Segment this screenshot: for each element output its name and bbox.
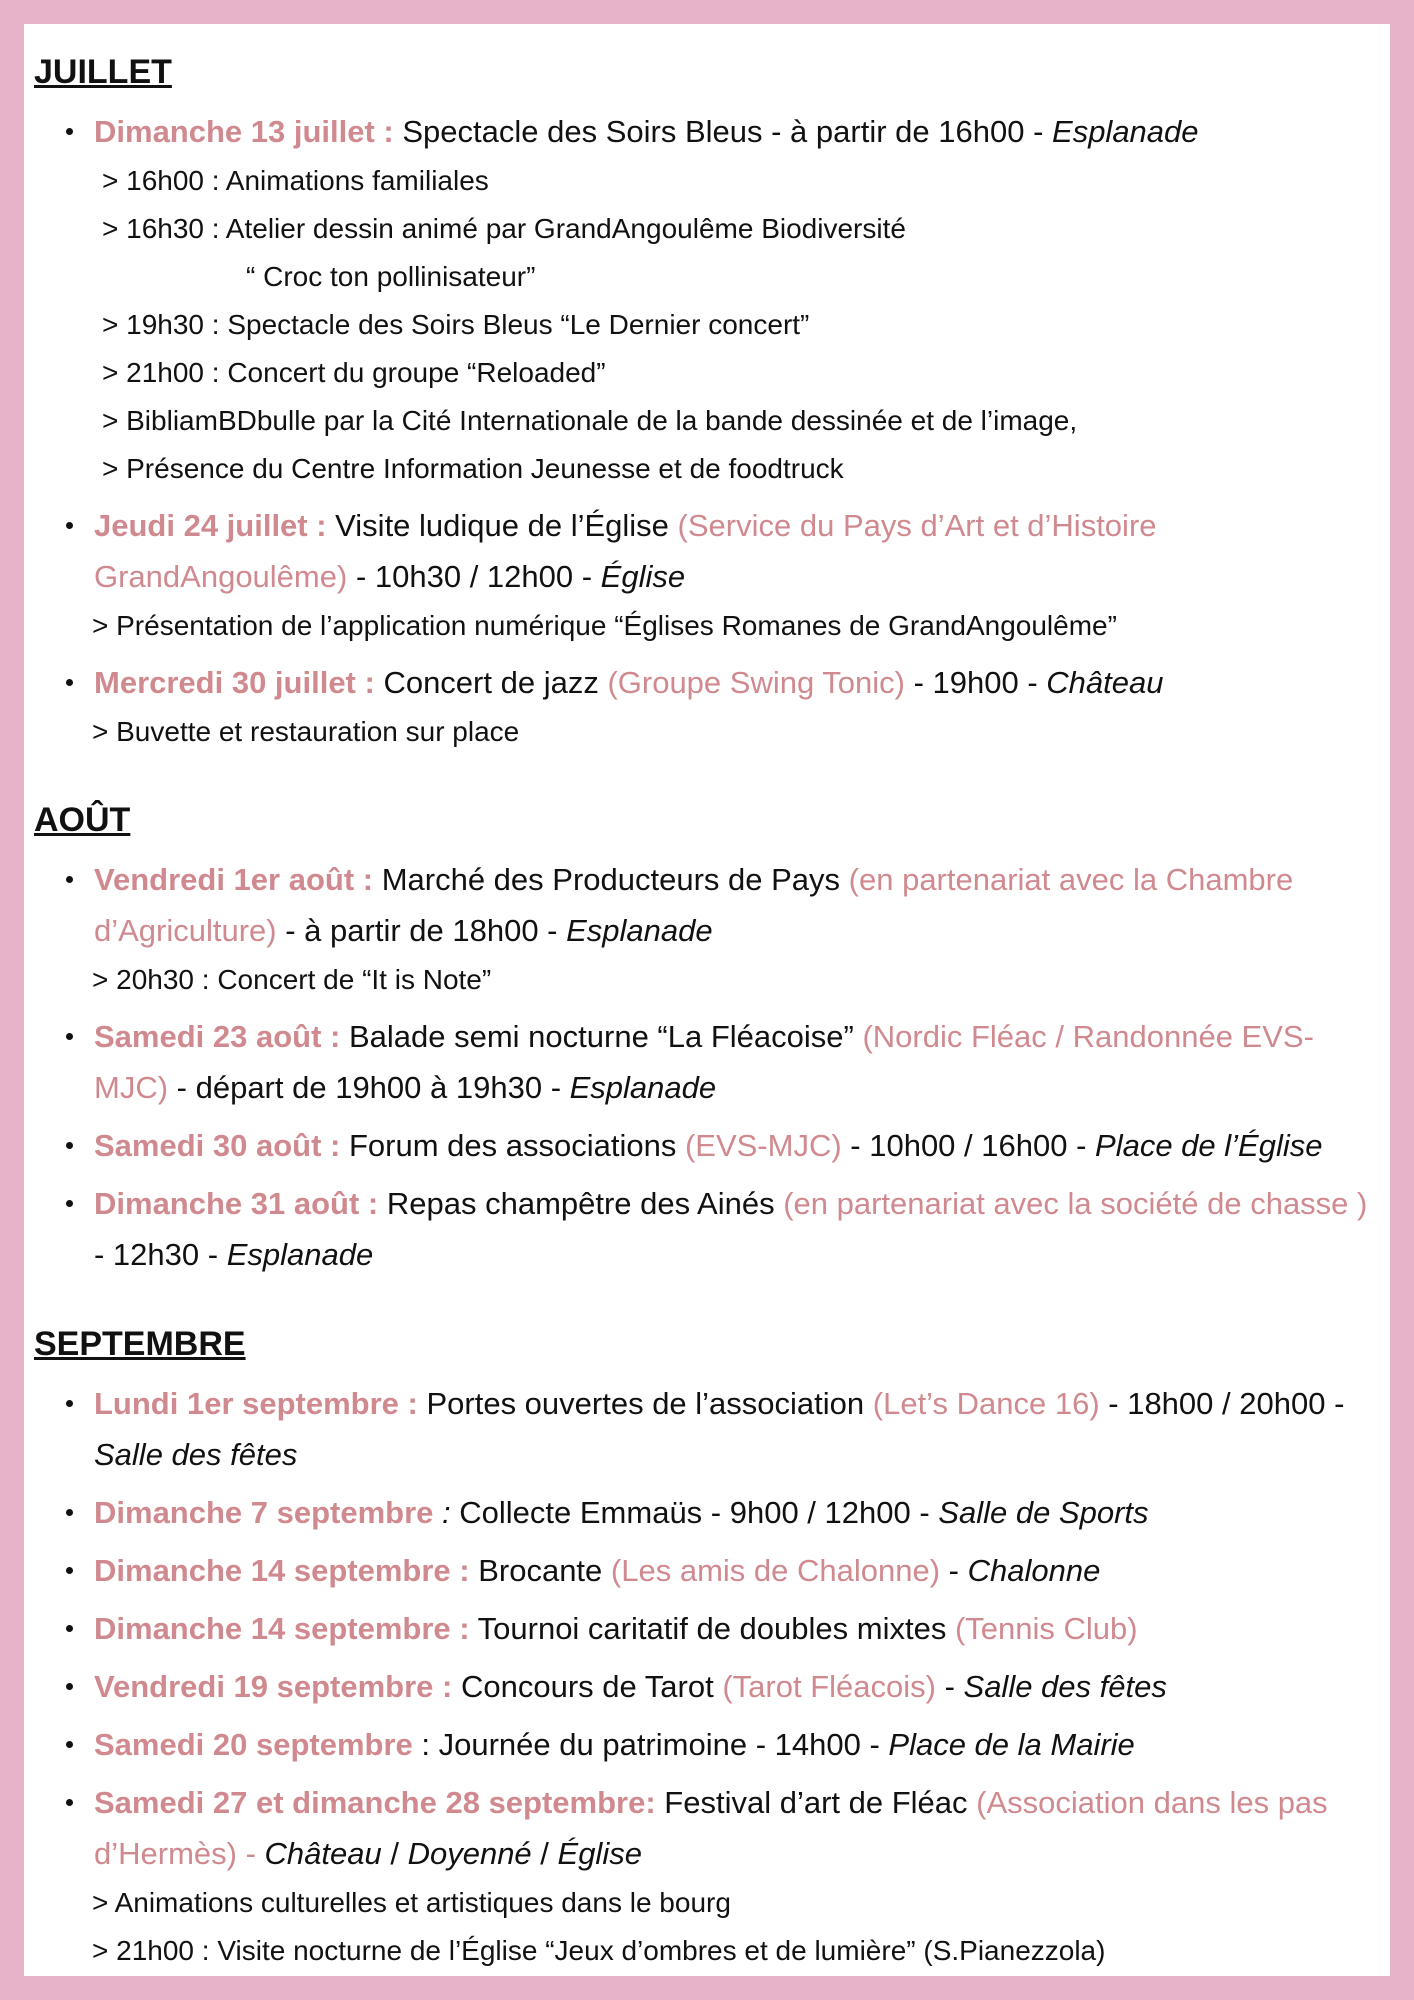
event-detail: > 21h00 : Concert du groupe “Reloaded” bbox=[102, 357, 606, 388]
event-23-aout bbox=[34, 1011, 1380, 1113]
bullet-icon bbox=[66, 1400, 73, 1407]
event-detail: > 19h30 : Spectacle des Soirs Bleus “Le Dernier concert” bbox=[102, 309, 810, 340]
event-date: Samedi 27 et dimanche 28 septembre: bbox=[94, 1785, 656, 1820]
event-line bbox=[94, 1487, 1380, 1538]
event-date: Vendredi 1er août : bbox=[94, 862, 374, 897]
event-7-septembre bbox=[34, 1487, 1380, 1538]
event-time: - bbox=[935, 1669, 964, 1704]
event-place: Salle de Sports bbox=[938, 1495, 1149, 1530]
event-date: Dimanche 31 août : bbox=[94, 1186, 379, 1221]
event-place: Château bbox=[264, 1836, 382, 1871]
bullet-icon bbox=[66, 876, 73, 883]
event-title: Marché des Producteurs de Pays bbox=[373, 862, 849, 897]
event-date: Dimanche 14 septembre : bbox=[94, 1553, 470, 1588]
event-title: Festival d’art de Fléac bbox=[655, 1785, 977, 1820]
bullet-icon bbox=[66, 1033, 73, 1040]
event-date: Dimanche 14 septembre : bbox=[94, 1611, 470, 1646]
event-detail: > 16h30 : Atelier dessin animé par GrandAngoulême Biodiversité bbox=[102, 213, 906, 244]
event-line bbox=[94, 1719, 1380, 1770]
event-place: Place de l’Église bbox=[1095, 1128, 1323, 1163]
event-organizer: (Nordic Fléac / Randonnée EVS-MJC) bbox=[94, 1019, 1314, 1105]
event-place: Place de la Mairie bbox=[888, 1727, 1135, 1762]
event-title: Balade semi nocturne “La Fléacoise” bbox=[340, 1019, 863, 1054]
event-time: - 10h00 / 16h00 - bbox=[841, 1128, 1096, 1163]
event-date: Samedi 30 août : bbox=[94, 1128, 341, 1163]
event-title: : Journée du patrimoine - 14h00 - bbox=[412, 1727, 889, 1762]
event-line bbox=[94, 1661, 1380, 1712]
event-list-juillet bbox=[34, 106, 1380, 756]
month-heading-septembre: SEPTEMBRE bbox=[34, 1325, 246, 1363]
event-line bbox=[94, 1777, 1380, 1879]
bullet-icon bbox=[66, 128, 73, 135]
event-list-septembre bbox=[34, 1378, 1380, 1975]
event-title: Portes ouvertes de l’association bbox=[417, 1386, 873, 1421]
month-heading-aout: AOÛT bbox=[34, 801, 131, 839]
bullet-icon bbox=[66, 1799, 73, 1806]
bullet-icon bbox=[66, 1509, 73, 1516]
event-line bbox=[94, 500, 1380, 602]
event-title: Spectacle des Soirs Bleus - à partir de 16h00 - bbox=[393, 114, 1053, 149]
event-detail: > Présence du Centre Information Jeunesse et de foodtruck bbox=[102, 453, 844, 484]
event-time: - à partir de 18h00 - bbox=[276, 913, 567, 948]
event-1-aout bbox=[34, 854, 1380, 1004]
event-31-aout bbox=[34, 1178, 1380, 1280]
event-title: Concours de Tarot bbox=[452, 1669, 723, 1704]
event-place: Église bbox=[600, 559, 686, 594]
event-line bbox=[94, 1545, 1380, 1596]
event-24-juillet bbox=[34, 500, 1380, 650]
bullet-icon bbox=[66, 1741, 73, 1748]
event-title: Brocante bbox=[469, 1553, 611, 1588]
event-detail: > 20h30 : Concert de “It is Note” bbox=[92, 964, 492, 995]
event-colon: : bbox=[433, 1495, 451, 1530]
event-organizer: (EVS-MJC) bbox=[684, 1128, 842, 1163]
event-14-septembre-tennis bbox=[34, 1603, 1380, 1654]
event-date: Lundi 1er septembre : bbox=[94, 1386, 418, 1421]
event-line bbox=[94, 1378, 1380, 1480]
event-organizer: (en partenariat avec la société de chasse ) bbox=[783, 1186, 1368, 1221]
bullet-icon bbox=[66, 679, 73, 686]
event-organizer: (Service du Pays d’Art et d’Histoire GrandAngoulême) bbox=[94, 508, 1157, 594]
bullet-icon bbox=[66, 1142, 73, 1149]
event-time: - bbox=[940, 1553, 968, 1588]
event-organizer: (en partenariat avec la Chambre d’Agriculture) bbox=[94, 862, 1294, 948]
event-place: Salle des fêtes bbox=[94, 1437, 298, 1472]
event-date: Samedi 20 septembre bbox=[94, 1727, 413, 1762]
event-place: Esplanade bbox=[566, 913, 713, 948]
bullet-icon bbox=[66, 1625, 73, 1632]
event-detail: > Présentation de l’application numérique “Églises Romanes de GrandAngoulême” bbox=[92, 610, 1117, 641]
event-title: Tournoi caritatif de doubles mixtes bbox=[469, 1611, 955, 1646]
event-detail: > Animations culturelles et artistiques dans le bourg bbox=[92, 1887, 731, 1918]
event-organizer: (Tarot Fléacois) bbox=[722, 1669, 936, 1704]
event-place: Salle des fêtes bbox=[963, 1669, 1167, 1704]
event-line bbox=[94, 854, 1380, 956]
event-date: Samedi 23 août : bbox=[94, 1019, 341, 1054]
event-19-septembre bbox=[34, 1661, 1380, 1712]
event-date: Dimanche 7 septembre bbox=[94, 1495, 434, 1530]
event-time: - 19h00 - bbox=[904, 665, 1047, 700]
event-place: Esplanade bbox=[1052, 114, 1199, 149]
event-line bbox=[94, 1178, 1380, 1280]
event-20-septembre bbox=[34, 1719, 1380, 1770]
event-line bbox=[94, 1120, 1380, 1171]
event-30-aout bbox=[34, 1120, 1380, 1171]
bullet-icon bbox=[66, 1683, 73, 1690]
event-30-juillet bbox=[34, 657, 1380, 756]
event-title: Collecte Emmaüs - 9h00 / 12h00 - bbox=[450, 1495, 939, 1530]
event-27-28-septembre bbox=[34, 1777, 1380, 1975]
event-detail: > 21h00 : Visite nocturne de l’Église “Jeux d’ombres et de lumière” (S.Pianezzola) bbox=[92, 1935, 1106, 1966]
event-place: Esplanade bbox=[226, 1237, 374, 1272]
event-date: Dimanche 13 juillet : bbox=[94, 114, 394, 149]
event-date: Mercredi 30 juillet : bbox=[94, 665, 375, 700]
event-line bbox=[94, 657, 1380, 708]
event-13-juillet bbox=[34, 106, 1380, 493]
place-separator: / bbox=[531, 1836, 558, 1871]
event-place: Église bbox=[557, 1836, 642, 1871]
event-detail: > Buvette et restauration sur place bbox=[92, 716, 520, 747]
event-place: Chalonne bbox=[967, 1553, 1101, 1588]
bullet-icon bbox=[66, 1200, 73, 1207]
place-separator: / bbox=[381, 1836, 408, 1871]
event-line bbox=[94, 1011, 1380, 1113]
event-time: - 12h30 - bbox=[94, 1237, 227, 1272]
bullet-icon bbox=[66, 522, 73, 529]
bullet-icon bbox=[66, 1567, 73, 1574]
event-1-septembre bbox=[34, 1378, 1380, 1480]
event-organizer: (Tennis Club) bbox=[954, 1611, 1138, 1646]
event-organizer: (Let’s Dance 16) bbox=[872, 1386, 1100, 1421]
event-detail: > 16h00 : Animations familiales bbox=[102, 165, 489, 196]
event-14-septembre-brocante bbox=[34, 1545, 1380, 1596]
event-organizer: (Les amis de Chalonne) bbox=[610, 1553, 941, 1588]
event-title: Concert de jazz bbox=[374, 665, 608, 700]
event-time: - 18h00 / 20h00 - bbox=[1099, 1386, 1345, 1421]
event-organizer: (Association dans les pas d’Hermès) - bbox=[94, 1785, 1328, 1871]
event-title: Forum des associations bbox=[340, 1128, 685, 1163]
event-title: Visite ludique de l’Église bbox=[326, 508, 678, 543]
event-title: Repas champêtre des Ainés bbox=[378, 1186, 784, 1221]
event-date: Vendredi 19 septembre : bbox=[94, 1669, 453, 1704]
event-line bbox=[94, 1603, 1380, 1654]
event-line bbox=[94, 106, 1380, 157]
program-sheet bbox=[24, 24, 1390, 1976]
event-detail: “ Croc ton pollinisateur” bbox=[246, 261, 536, 292]
event-place: Château bbox=[1046, 665, 1164, 700]
event-place: Doyenné bbox=[407, 1836, 532, 1871]
event-detail: > BibliamBDbulle par la Cité Internationale de la bande dessinée et de l’image, bbox=[102, 405, 1078, 436]
event-organizer: (Groupe Swing Tonic) bbox=[607, 665, 905, 700]
event-date: Jeudi 24 juillet : bbox=[94, 508, 327, 543]
event-time: - 10h30 / 12h00 - bbox=[347, 559, 601, 594]
month-heading-juillet: JUILLET bbox=[34, 53, 172, 91]
event-place: Esplanade bbox=[569, 1070, 717, 1105]
event-time: - départ de 19h00 à 19h30 - bbox=[168, 1070, 570, 1105]
event-list-aout bbox=[34, 854, 1380, 1280]
